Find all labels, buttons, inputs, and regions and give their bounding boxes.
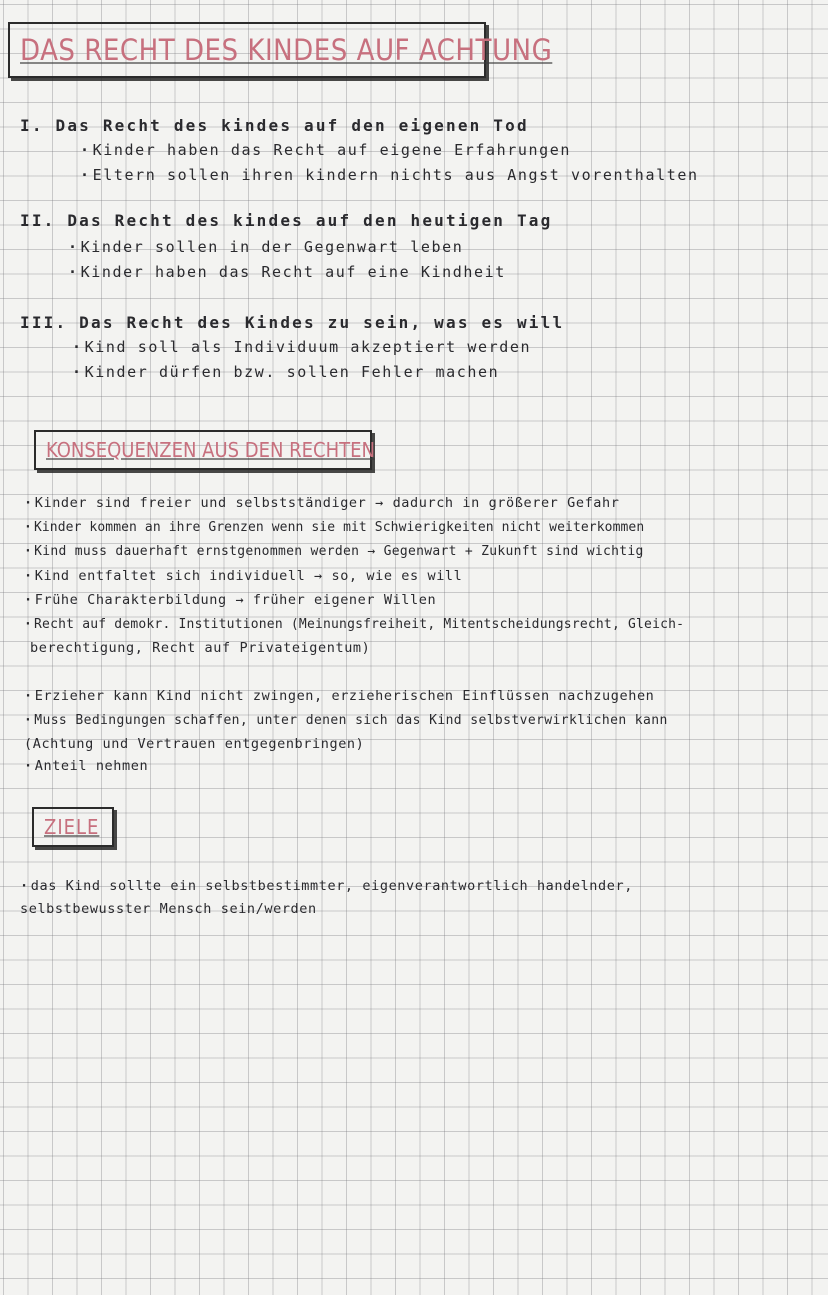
consequence-line-7: berechtigung, Recht auf Privateigentum) [30, 640, 371, 656]
section-1-item-2: · Eltern sollen ihren kindern nichts aus Angst vorenthalten [80, 168, 699, 183]
educator-line-2: · Muss Bedingungen schaffen, unter denen sich das Kind selbstverwirklichen kann [24, 714, 668, 727]
educator-line-3: (Achtung und Vertrauen entgegenbringen) [24, 736, 365, 752]
consequence-line-6: · Recht auf demokr. Institutionen (Meinungsfreiheit, Mitentscheidungsrecht, Gleich- [24, 618, 684, 631]
section-2-heading: II. Das Recht des kindes auf den heutigen Tag [20, 211, 553, 230]
main-title: DAS RECHT DES KINDES AUF ACHTUNG [20, 33, 553, 67]
consequence-line-5: · Frühe Charakterbildung → früher eigener Willen [24, 594, 436, 608]
goals-title: ZIELE [44, 815, 100, 839]
section-1-heading: I. Das Recht des kindes auf den eigenen Tod [20, 116, 529, 135]
consequence-line-2: · Kinder kommen an ihre Grenzen wenn sie mit Schwierigkeiten nicht weiterkommen [24, 521, 644, 534]
educator-line-4: · Anteil nehmen [24, 760, 148, 774]
section-3-item-2: · Kinder dürfen bzw. sollen Fehler machen [72, 365, 499, 380]
goal-line-1: · das Kind sollte ein selbstbestimmter, eigenverantwortlich handelnder, [20, 880, 633, 894]
section-2-item-2: · Kinder haben das Recht auf eine Kindheit [68, 265, 506, 280]
consequences-title-box [34, 430, 375, 470]
section-1-item-1: · Kinder haben das Recht auf eigene Erfahrungen [80, 143, 571, 158]
section-2-item-1: · Kinder sollen in der Gegenwart leben [68, 240, 463, 255]
main-title-box [8, 22, 553, 78]
consequence-line-3: · Kind muss dauerhaft ernstgenommen werden → Gegenwart + Zukunft sind wichtig [24, 545, 644, 558]
consequences-title: KONSEQUENZEN AUS DEN RECHTEN [46, 438, 375, 462]
goals-title-box [32, 807, 114, 847]
consequence-line-4: · Kind entfaltet sich individuell → so, wie es will [24, 570, 462, 584]
section-3-heading: III. Das Recht des Kindes zu sein, was es will [20, 313, 565, 332]
goal-line-2: selbstbewusster Mensch sein/werden [20, 901, 317, 917]
educator-line-1: · Erzieher kann Kind nicht zwingen, erzieherischen Einflüssen nachzugehen [24, 690, 654, 704]
section-3-item-1: · Kind soll als Individuum akzeptiert werden [72, 340, 531, 355]
consequence-line-1: · Kinder sind freier und selbstständiger → dadurch in größerer Gefahr [24, 497, 620, 511]
